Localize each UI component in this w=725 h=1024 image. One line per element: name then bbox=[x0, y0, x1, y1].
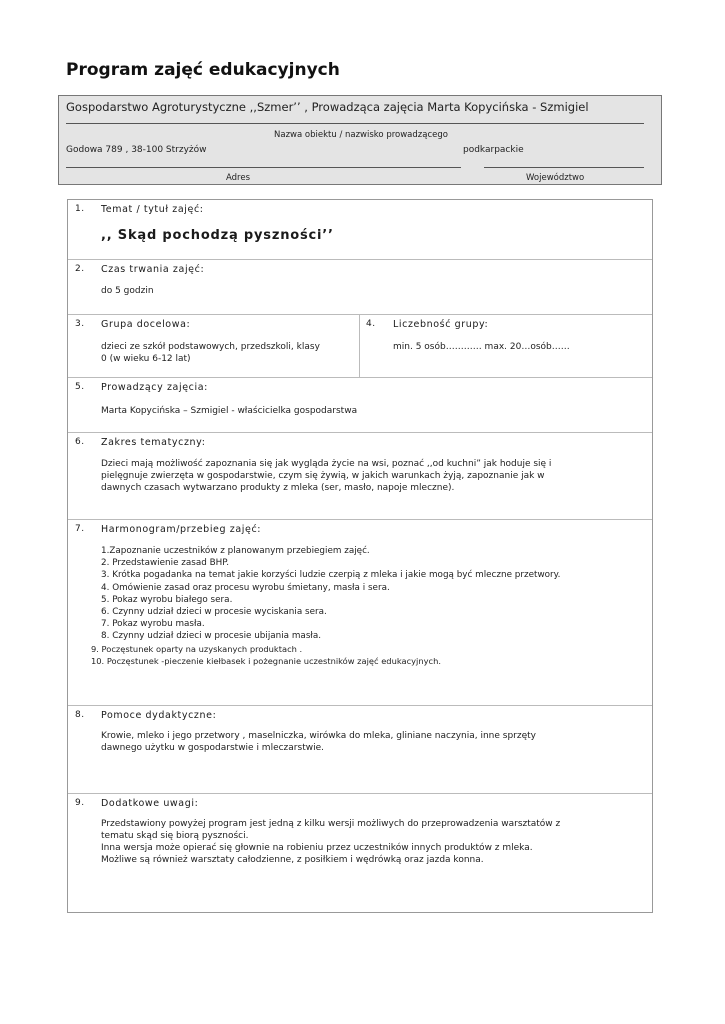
schedule-item: 3. Krótka pogadanka na temat jakie korzyści ludzie czerpią z mleka i jakie mogą być mleczne przetwory. bbox=[101, 570, 561, 581]
section-label: Dodatkowe uwagi: bbox=[101, 798, 199, 809]
scope-line: dawnych czasach wytwarzano produkty z mleka (ser, masło, napoje mleczne). bbox=[101, 483, 455, 493]
section-number: 1. bbox=[75, 204, 85, 214]
column-divider bbox=[359, 315, 360, 377]
page-title: Program zajęć edukacyjnych bbox=[66, 60, 340, 80]
section-label: Grupa docelowa: bbox=[101, 319, 191, 330]
instructor-value: Marta Kopycińska – Szmigiel - właścicielka gospodarstwa bbox=[101, 406, 358, 416]
section-number: 4. bbox=[366, 319, 376, 329]
schedule-list bbox=[91, 545, 561, 667]
notes-line: Inna wersja może opierać się głownie na robieniu przez uczestników innych produktów z mleka. bbox=[101, 843, 533, 853]
schedule-item: 9. Poczęstunek oparty na uzyskanych produktach . bbox=[91, 643, 303, 654]
teaching-aids-text bbox=[101, 730, 536, 754]
teaching-aids-line: dawnego użytku w gospodarstwie i mleczarstwie. bbox=[101, 743, 324, 753]
section-duration bbox=[68, 260, 652, 315]
header-box bbox=[58, 95, 662, 185]
section-label: Pomoce dydaktyczne: bbox=[101, 710, 217, 721]
schedule-item: 6. Czynny udział dzieci w procesie wyciskania sera. bbox=[101, 607, 327, 618]
target-group-line1: dzieci ze szkół podstawowych, przedszkoli, klasy bbox=[101, 342, 320, 352]
section-number: 7. bbox=[75, 524, 85, 534]
section-label: Liczebność grupy: bbox=[393, 319, 489, 330]
section-number: 8. bbox=[75, 710, 85, 720]
section-number: 9. bbox=[75, 798, 85, 808]
section-label: Temat / tytuł zajęć: bbox=[101, 204, 204, 215]
section-label: Prowadzący zajęcia: bbox=[101, 382, 208, 393]
section-schedule bbox=[68, 520, 652, 706]
topic-title: ,, Skąd pochodzą pyszności’’ bbox=[101, 228, 334, 243]
object-name-text: Gospodarstwo Agroturystyczne ,,Szmer’’ , Prowadząca zajęcia Marta Kopycińska - Szmigiel bbox=[66, 100, 589, 114]
notes-line: Możliwe są również warsztaty całodzienne, z posiłkiem i wędrówką oraz jazda konna. bbox=[101, 855, 484, 865]
section-number: 6. bbox=[75, 437, 85, 447]
schedule-item: 4. Omówienie zasad oraz procesu wyrobu śmietany, masła i sera. bbox=[101, 582, 390, 593]
section-topic bbox=[68, 200, 652, 260]
address-caption: Adres bbox=[226, 173, 251, 183]
schedule-item: 8. Czynny udział dzieci w procesie ubijania masła. bbox=[101, 631, 322, 642]
notes-text bbox=[101, 818, 560, 866]
schedule-item: 10. Poczęstunek -pieczenie kiełbasek i pożegnanie uczestników zajęć edukacyjnych. bbox=[91, 655, 441, 666]
section-number: 5. bbox=[75, 382, 85, 392]
teaching-aids-line: Krowie, mleko i jego przetwory , maselniczka, wirówka do mleka, gliniane naczynia, inne sprzęty bbox=[101, 731, 536, 741]
scope-line: pielęgnuje zwierzęta w gospodarstwie, czym się żywią, w jakich warunkach żyją, zapoznanie jak w bbox=[101, 471, 545, 481]
section-instructor bbox=[68, 378, 652, 433]
duration-value: do 5 godzin bbox=[101, 286, 154, 296]
address-rule bbox=[66, 167, 461, 168]
section-number: 3. bbox=[75, 319, 85, 329]
section-label: Zakres tematyczny: bbox=[101, 437, 206, 448]
notes-line: tematu skąd się biorą pyszności. bbox=[101, 831, 249, 841]
scope-text bbox=[101, 458, 551, 494]
section-scope bbox=[68, 433, 652, 520]
section-group bbox=[68, 315, 652, 378]
schedule-item: 5. Pokaz wyrobu białego sera. bbox=[101, 594, 233, 605]
schedule-item: 2. Przedstawienie zasad BHP. bbox=[101, 558, 230, 569]
section-notes bbox=[68, 794, 652, 912]
voivodeship-caption: Województwo bbox=[526, 173, 585, 183]
section-label: Czas trwania zajęć: bbox=[101, 264, 205, 275]
object-name-caption: Nazwa obiektu / nazwisko prowadzącego bbox=[274, 130, 448, 140]
group-size-value: min. 5 osób………… max. 20…osób…… bbox=[393, 342, 570, 352]
target-group-line2: 0 (w wieku 6-12 lat) bbox=[101, 354, 191, 364]
section-teaching-aids bbox=[68, 706, 652, 794]
schedule-item: 1.Zapoznanie uczestników z planowanym przebiegiem zajęć. bbox=[101, 546, 370, 556]
address-value: Godowa 789 , 38-100 Strzyżów bbox=[66, 145, 207, 155]
program-table bbox=[67, 199, 653, 913]
schedule-item: 7. Pokaz wyrobu masła. bbox=[101, 619, 205, 630]
object-name-rule bbox=[66, 123, 644, 124]
section-number: 2. bbox=[75, 264, 85, 274]
section-label: Harmonogram/przebieg zajęć: bbox=[101, 524, 262, 535]
notes-line: Przedstawiony powyżej program jest jedną z kilku wersji możliwych do przeprowadzenia warsztatów z bbox=[101, 819, 561, 829]
voivodeship-rule bbox=[484, 167, 644, 168]
scope-line: Dzieci mają możliwość zapoznania się jak wygląda życie na wsi, poznać ,,od kuchni” jak hoduje się i bbox=[101, 459, 552, 469]
voivodeship-value: podkarpackie bbox=[463, 145, 524, 155]
